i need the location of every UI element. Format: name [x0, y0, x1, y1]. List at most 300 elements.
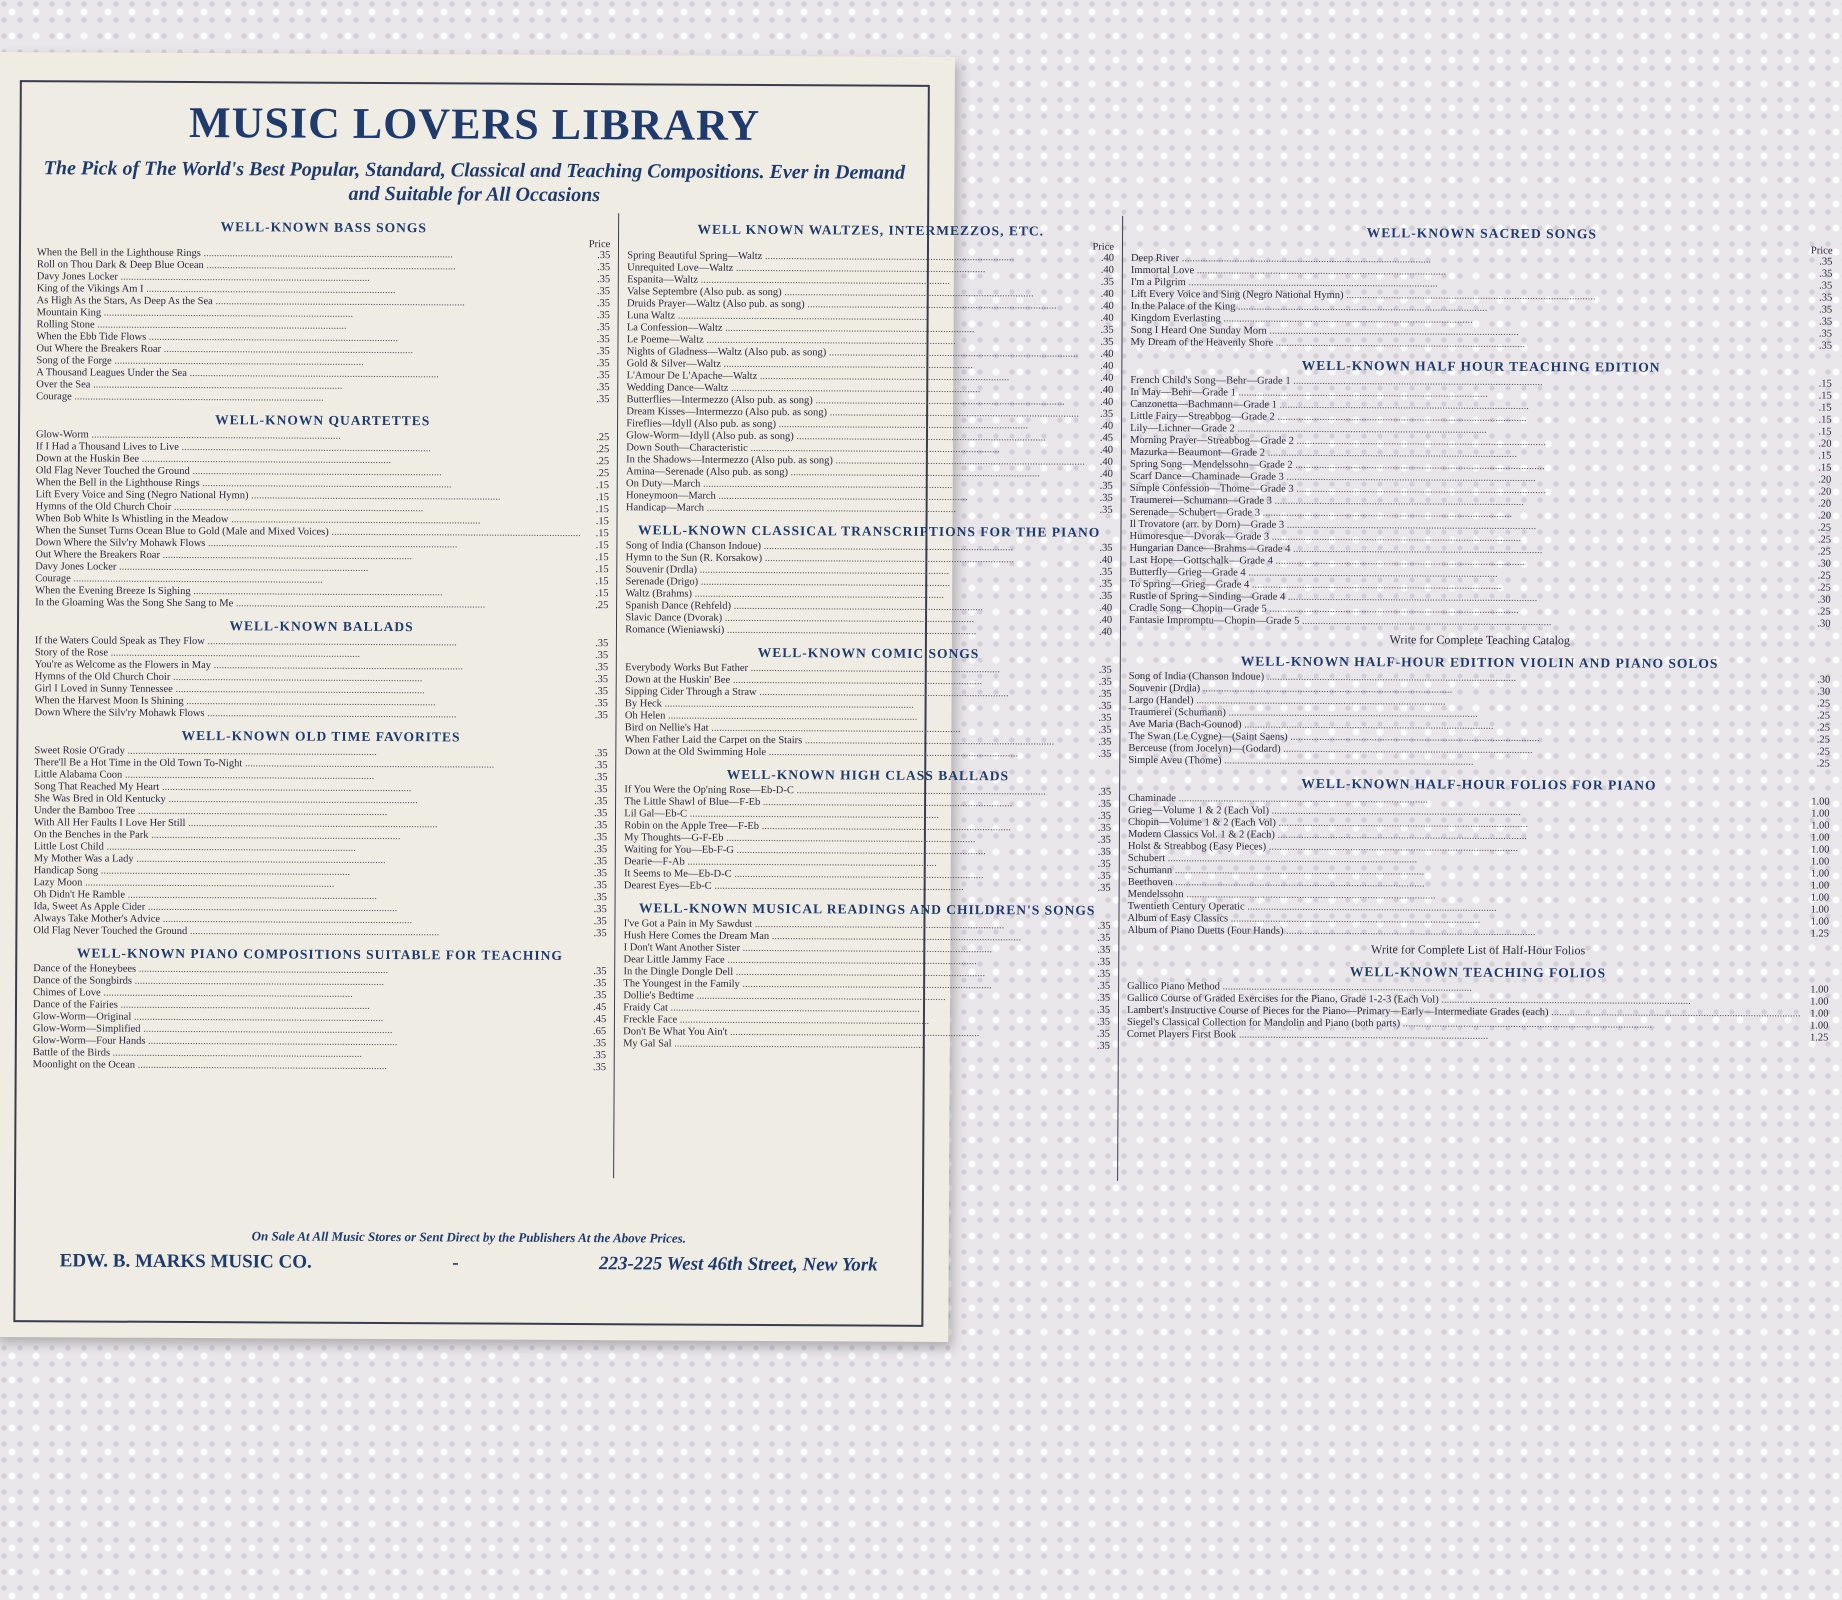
item-price: .15 — [1818, 378, 1832, 390]
item-title: When the Bell in the Lighthouse Rings ..... — [37, 247, 582, 262]
item-title: Courage ..... — [36, 391, 581, 406]
item-price: .35 — [593, 880, 607, 892]
item-title: Butterfly—Grieg—Grade 4 ..... — [1129, 567, 1803, 583]
section-heading: WELL-KNOWN MUSICAL READINGS AND CHILDREN'S SONGS — [638, 900, 1096, 918]
item-price: 1.00 — [1810, 916, 1830, 928]
item-price: 1.00 — [1811, 820, 1830, 832]
item-title: Sweet Rosie O'Grady ..... — [34, 745, 579, 760]
item-price: .35 — [596, 274, 611, 286]
item-price: .15 — [595, 492, 610, 504]
item-title: Hungarian Dance—Brahms—Grade 4 ..... — [1129, 543, 1803, 559]
item-title: Scarf Dance—Chaminade—Grade 3 ..... — [1130, 471, 1804, 487]
item-title: Album of Piano Duetts (Four Hands) ..... — [1127, 925, 1801, 941]
item-title: When the Ebb Tide Flows ..... — [36, 331, 581, 346]
item-title: Mazurka—Beaumont—Grade 2 ..... — [1130, 447, 1804, 463]
item-title: Little Lost Child ..... — [34, 841, 579, 856]
item-price: 1.00 — [1810, 892, 1830, 904]
item-title: Under the Bamboo Tree ..... — [34, 805, 579, 820]
item-title: Gallico Piano Method ..... — [1127, 981, 1801, 997]
item-price: .15 — [595, 552, 609, 564]
item-price: .15 — [1818, 414, 1832, 426]
list-item — [1129, 615, 1831, 631]
section-heading: WELL-KNOWN TEACHING FOLIOS — [1349, 964, 1607, 981]
item-title: Ave Maria (Bach-Gounod) ..... — [1129, 719, 1803, 735]
item-title: Little Alabama Coon ..... — [34, 769, 579, 784]
item-title: By Heck ..... — [625, 698, 1084, 712]
item-title: On the Benches in the Park ..... — [34, 829, 579, 844]
item-title: Out Where the Breakers Roar ..... — [35, 549, 580, 564]
item-title: The Little Shawl of Blue—F-Eb ..... — [624, 796, 1083, 810]
item-price: .35 — [1100, 408, 1114, 420]
item-title: Kingdom Everlasting ..... — [1131, 313, 1805, 329]
item-price: .35 — [1097, 846, 1111, 858]
item-title: Simple Aveu (Thome) ..... — [1128, 755, 1802, 771]
item-title: Honeymoon—March ..... — [626, 490, 1085, 504]
item-title: The Swan (Le Cygne)—(Saint Saens) ..... — [1128, 731, 1802, 747]
item-title: Dollie's Bedtime ..... — [623, 990, 1082, 1004]
item-title: Down Where the Silv'ry Mohawk Flows ..... — [35, 537, 580, 552]
item-title: Dear Little Jammy Face ..... — [624, 954, 1083, 968]
item-price: .35 — [1099, 542, 1113, 554]
list-item — [1128, 755, 1830, 771]
item-title: Robin on the Apple Tree—F-Eb ..... — [624, 820, 1083, 834]
item-title: I've Got a Pain in My Sawdust ..... — [624, 918, 1083, 932]
item-price: .35 — [1099, 578, 1113, 590]
item-price: .40 — [1100, 312, 1114, 324]
item-price: .25 — [1817, 546, 1831, 558]
item-price: .40 — [1100, 252, 1115, 264]
item-price: .35 — [596, 322, 610, 334]
section-heading: WELL-KNOWN HALF HOUR TEACHING EDITION — [1301, 357, 1661, 375]
item-price: 1.00 — [1810, 984, 1829, 996]
item-price: .40 — [1100, 396, 1114, 408]
item-price: .25 — [596, 432, 610, 444]
item-price: .35 — [1097, 798, 1112, 810]
item-price: .35 — [1100, 276, 1114, 288]
item-title: Butterflies—Intermezzo (Also pub. as song) ..... — [626, 394, 1085, 408]
item-title: When Father Laid the Carpet on the Stairs ..... — [625, 734, 1084, 748]
item-price: .35 — [597, 262, 611, 274]
section-note: Write for Complete Teaching Catalog — [1389, 632, 1570, 648]
item-title: Glow-Worm—Four Hands ..... — [33, 1035, 578, 1050]
section-heading: WELL-KNOWN OLD TIME FAVORITES — [181, 727, 461, 745]
item-price: 1.00 — [1810, 1008, 1829, 1020]
item-title: Dance of the Honeybees ..... — [33, 963, 578, 978]
item-price: .35 — [1098, 724, 1112, 736]
item-title: Dance of the Fairies ..... — [33, 999, 578, 1014]
item-price: .35 — [1097, 980, 1111, 992]
item-price: .15 — [1818, 390, 1832, 402]
item-title: Siegel's Classical Collection for Mandolin and Piano (both parts) ..... — [1127, 1017, 1801, 1033]
item-price: .30 — [1817, 686, 1831, 698]
item-price: .35 — [1818, 340, 1833, 352]
item-price: .40 — [1099, 444, 1114, 456]
item-title: Dance of the Songbirds ..... — [33, 975, 578, 990]
item-title: Schubert ..... — [1128, 853, 1802, 869]
item-price: .40 — [1099, 420, 1114, 432]
item-title: Souvenir (Drdla) ..... — [1129, 683, 1803, 699]
catalog-column — [24, 210, 619, 1178]
page-border — [13, 80, 1833, 1327]
item-title: If the Waters Could Speak as They Flow ..... — [35, 635, 580, 650]
item-title: Sipping Cider Through a Straw ..... — [625, 686, 1084, 700]
item-title: Glow-Worm—Idyll (Also pub. as song) ..... — [626, 430, 1085, 444]
item-title: In May—Behr—Grade 1 ..... — [1130, 387, 1804, 403]
item-price: .35 — [1097, 870, 1111, 882]
item-price: .35 — [1097, 968, 1111, 980]
item-price: .35 — [594, 698, 608, 710]
separator: - — [452, 1252, 459, 1274]
item-title: My Gal Sal ..... — [623, 1038, 1082, 1052]
item-price: .35 — [1819, 292, 1833, 304]
item-title: Luna Waltz ..... — [627, 310, 1086, 324]
price-column-label: Price — [588, 239, 611, 251]
price-column-label: Price — [1092, 241, 1115, 253]
item-price: .35 — [595, 638, 609, 650]
item-price: .35 — [1099, 504, 1113, 516]
list-item — [624, 880, 1111, 895]
item-title: Twentieth Century Operatic ..... — [1128, 901, 1802, 917]
item-title: Hymns of the Old Church Choir ..... — [35, 671, 580, 686]
item-title: Dream Kisses—Intermezzo (Also pub. as song) ..... — [626, 406, 1085, 420]
item-title: With All Her Faults I Love Her Still ..... — [34, 817, 579, 832]
item-price: 1.25 — [1810, 928, 1829, 940]
item-title: Rustle of Spring—Sinding—Grade 4 ..... — [1129, 591, 1803, 607]
item-title: Schumann ..... — [1128, 865, 1802, 881]
item-title: Courage ..... — [35, 573, 580, 588]
item-price: .20 — [1818, 438, 1832, 450]
item-title: When the Evening Breeze Is Sighing ..... — [35, 585, 580, 600]
item-title: Morning Prayer—Streabbog—Grade 2 ..... — [1130, 435, 1804, 451]
item-price: 1.00 — [1810, 904, 1830, 916]
item-title: In the Palace of the King ..... — [1131, 301, 1805, 317]
item-price: .35 — [1098, 676, 1112, 688]
item-title: Down South—Characteristic ..... — [626, 442, 1085, 456]
item-title: Le Poeme—Waltz ..... — [627, 334, 1086, 348]
item-price: .35 — [1096, 992, 1111, 1004]
item-price: 1.00 — [1810, 880, 1830, 892]
item-price: .35 — [593, 978, 607, 990]
item-title: Oh Helen ..... — [625, 710, 1084, 724]
item-price: .35 — [594, 772, 608, 784]
item-title: The Youngest in the Family ..... — [623, 978, 1082, 992]
item-title: Cradle Song—Chopin—Grade 5 ..... — [1129, 603, 1803, 619]
item-price: 1.25 — [1809, 1032, 1829, 1044]
item-price: .35 — [594, 784, 608, 796]
item-title: Nights of Gladness—Waltz (Also pub. as song) ..... — [627, 346, 1086, 360]
item-price: .35 — [596, 346, 610, 358]
item-price: .65 — [593, 1026, 607, 1038]
item-price: .35 — [1098, 712, 1112, 724]
item-title: Simple Confession—Thome—Grade 3 ..... — [1130, 483, 1804, 499]
item-title: Glow-Worm—Original ..... — [33, 1011, 578, 1026]
publisher-name: EDW. B. MARKS MUSIC CO. — [59, 1250, 312, 1273]
item-price: .35 — [1098, 736, 1112, 748]
item-price: .35 — [594, 710, 608, 722]
item-price: .35 — [1099, 590, 1113, 602]
item-price: .35 — [594, 832, 608, 844]
item-price: .35 — [593, 966, 607, 978]
item-title: Druids Prayer—Waltz (Also pub. as song) ..... — [627, 298, 1086, 312]
item-title: Glow-Worm—Simplified ..... — [33, 1023, 578, 1038]
item-title: Handicap—March ..... — [626, 502, 1085, 516]
item-title: As High As the Stars, As Deep As the Sea ..... — [37, 295, 582, 310]
item-title: L'Amour De L'Apache—Waltz ..... — [627, 370, 1086, 384]
item-title: Story of the Rose ..... — [35, 647, 580, 662]
item-price: .35 — [1096, 1004, 1111, 1016]
section-heading: WELL-KNOWN HALF-HOUR FOLIOS FOR PIANO — [1301, 775, 1657, 793]
item-price: .30 — [1817, 618, 1831, 630]
item-title: Girl I Loved in Sunny Tennessee ..... — [35, 683, 580, 698]
page-title: MUSIC LOVERS LIBRARY — [189, 97, 761, 150]
item-price: .35 — [593, 856, 608, 868]
item-price: .25 — [1817, 606, 1831, 618]
item-price: .35 — [1098, 688, 1112, 700]
item-title: Amina—Serenade (Also pub. as song) ..... — [626, 466, 1085, 480]
item-title: Souvenir (Drdla) ..... — [626, 564, 1085, 578]
item-price: .25 — [596, 456, 610, 468]
section-heading: WELL-KNOWN HIGH CLASS BALLADS — [726, 766, 1010, 784]
item-price: .35 — [593, 892, 607, 904]
item-price: .25 — [1817, 522, 1832, 534]
item-price: .25 — [1816, 722, 1831, 734]
item-title: Over the Sea ..... — [36, 379, 581, 394]
item-price: .40 — [1100, 264, 1114, 276]
item-title: Humoresque—Dvorak—Grade 3 ..... — [1129, 531, 1803, 547]
item-title: There'll Be a Hot Time in the Old Town To-Night ..... — [34, 757, 579, 772]
item-price: .35 — [1097, 944, 1111, 956]
item-price: 1.00 — [1810, 1020, 1829, 1032]
item-price: .35 — [1098, 664, 1112, 676]
item-title: Lift Every Voice and Sing (Negro National Hymn) ..... — [36, 489, 581, 504]
item-title: You're as Welcome as the Flowers in May ..... — [35, 659, 580, 674]
catalog-columns — [24, 210, 1833, 1180]
item-price: .15 — [1818, 402, 1832, 414]
item-title: Song That Reached My Heart ..... — [34, 781, 579, 796]
item-price: .35 — [1819, 268, 1833, 280]
item-title: King of the Vikings Am I ..... — [37, 283, 582, 298]
list-item — [623, 1038, 1110, 1053]
item-price: .35 — [1097, 920, 1111, 932]
item-title: Mendelssohn ..... — [1128, 889, 1802, 905]
item-price: .20 — [1817, 510, 1832, 522]
item-title: Romance (Wieniawski) ..... — [625, 624, 1084, 638]
item-price: .40 — [1100, 348, 1114, 360]
item-title: Hymns of the Old Church Choir ..... — [36, 501, 581, 516]
item-title: Davy Jones Locker ..... — [37, 271, 582, 286]
item-price: .25 — [1817, 534, 1832, 546]
item-price: .25 — [1816, 734, 1830, 746]
item-price: .35 — [1097, 882, 1111, 894]
item-title: Waltz (Brahms) ..... — [625, 588, 1084, 602]
catalog-column — [614, 213, 1123, 1181]
item-title: She Was Bred in Old Kentucky ..... — [34, 793, 579, 808]
item-price: 1.00 — [1811, 796, 1830, 808]
item-title: In the Shadows—Intermezzo (Also pub. as song) ..... — [626, 454, 1085, 468]
item-price: .15 — [595, 504, 609, 516]
item-price: .35 — [1099, 480, 1113, 492]
item-price: 1.00 — [1811, 832, 1830, 844]
item-price: .35 — [593, 928, 607, 940]
item-price: .35 — [1100, 324, 1114, 336]
item-price: .40 — [1098, 614, 1113, 626]
item-price: .35 — [1096, 1028, 1110, 1040]
item-title: Everybody Works But Father ..... — [625, 662, 1084, 676]
item-price: .25 — [1816, 710, 1831, 722]
item-price: .20 — [1818, 474, 1832, 486]
item-title: Serenade—Schubert—Grade 3 ..... — [1130, 507, 1804, 523]
item-price: .35 — [1097, 858, 1111, 870]
item-title: Bird on Nellie's Hat ..... — [625, 722, 1084, 736]
item-title: Mountain King ..... — [37, 307, 582, 322]
item-title: It Seems to Me—Eb-D-C ..... — [624, 868, 1083, 882]
item-title: Chopin—Volume 1 & 2 (Each Vol) ..... — [1128, 817, 1802, 833]
item-title: When the Sunset Turns Ocean Blue to Gold (Male and Mixed Voices) ..... — [35, 525, 580, 540]
item-price: .25 — [1817, 582, 1831, 594]
item-title: Moonlight on the Ocean ..... — [33, 1059, 578, 1074]
item-title: Song I Heard One Sunday Morn ..... — [1131, 325, 1805, 341]
list-item — [1131, 337, 1833, 353]
item-title: Beethoven ..... — [1128, 877, 1802, 893]
item-price: .25 — [1817, 570, 1831, 582]
item-price: .25 — [595, 600, 609, 612]
page-subtitle: The Pick of The World's Best Popular, Standard, Classical and Teaching Compositions. Ever in Demand and Suitable for All Occasions — [43, 157, 906, 207]
item-title: Serenade (Drigo) ..... — [625, 576, 1084, 590]
item-title: Largo (Handel) ..... — [1129, 695, 1803, 711]
item-title: A Thousand Leagues Under the Sea ..... — [36, 367, 581, 382]
item-price: 1.00 — [1810, 844, 1830, 856]
item-price: .40 — [1100, 300, 1114, 312]
item-title: Canzonetta—Bachmann—Grade 1 ..... — [1130, 399, 1804, 415]
item-title: French Child's Song—Behr—Grade 1 ..... — [1130, 375, 1804, 391]
item-title: Traumerei—Schumann—Grade 3 ..... — [1130, 495, 1804, 511]
item-price: .15 — [595, 588, 609, 600]
item-price: .35 — [593, 844, 608, 856]
item-title: Davy Jones Locker ..... — [35, 561, 580, 576]
item-title: In the Dingle Dongle Dell ..... — [623, 966, 1082, 980]
catalog-column — [1118, 216, 1841, 1185]
item-price: .35 — [1097, 810, 1112, 822]
item-title: Il Trovatore (arr. by Dorn)—Grade 3 ..... — [1130, 519, 1804, 535]
item-title: Dearest Eyes—Eb-C ..... — [624, 880, 1083, 894]
item-title: Traumerei (Schumann) ..... — [1129, 707, 1803, 723]
section-heading: WELL-KNOWN SACRED SONGS — [1366, 225, 1597, 242]
price-column-label: Price — [1810, 245, 1833, 257]
item-title: Glow-Worm ..... — [36, 429, 581, 444]
item-title: To Spring—Grieg—Grade 4 ..... — [1129, 579, 1803, 595]
item-price: .25 — [595, 468, 610, 480]
item-price: .35 — [594, 748, 608, 760]
item-price: 1.00 — [1810, 868, 1830, 880]
item-price: .15 — [1818, 426, 1832, 438]
list-item — [33, 1059, 606, 1074]
item-price: .35 — [596, 358, 610, 370]
item-title: Waiting for You—Eb-F-G ..... — [624, 844, 1083, 858]
section-heading: WELL-KNOWN QUARTETTES — [215, 412, 431, 429]
item-price: .30 — [1817, 674, 1831, 686]
item-price: .45 — [1099, 432, 1114, 444]
list-item — [35, 707, 608, 722]
item-title: Don't Be What You Ain't ..... — [623, 1026, 1082, 1040]
item-price: .35 — [593, 904, 607, 916]
item-title: Hymn to the Sun (R. Korsakow) ..... — [626, 552, 1085, 566]
item-title: Album of Easy Classics ..... — [1127, 913, 1801, 929]
item-title: Old Flag Never Touched the Ground ..... — [33, 925, 578, 940]
item-price: .35 — [596, 394, 610, 406]
item-price: .35 — [1819, 256, 1833, 268]
publisher-line — [60, 1250, 878, 1276]
section-heading: WELL-KNOWN HALF-HOUR EDITION VIOLIN AND PIANO SOLOS — [1240, 653, 1719, 672]
item-price: .15 — [595, 480, 610, 492]
item-title: Old Flag Never Touched the Ground ..... — [36, 465, 581, 480]
item-price: .35 — [1818, 316, 1833, 328]
item-title: La Confession—Waltz ..... — [627, 322, 1086, 336]
item-title: Dearie—F-Ab ..... — [624, 856, 1083, 870]
item-price: .35 — [1098, 700, 1112, 712]
item-title: Song of the Forge ..... — [36, 355, 581, 370]
item-title: Spanish Dance (Rehfeld) ..... — [625, 600, 1084, 614]
list-item — [1127, 925, 1829, 941]
item-price: .40 — [1100, 372, 1114, 384]
item-price: .35 — [1096, 1016, 1111, 1028]
item-title: Rolling Stone ..... — [37, 319, 582, 334]
item-price: .35 — [592, 1038, 607, 1050]
item-title: Gold & Silver—Waltz ..... — [627, 358, 1086, 372]
item-title: Roll on Thou Dark & Deep Blue Ocean ..... — [37, 259, 582, 274]
list-item — [35, 597, 608, 612]
item-price: .30 — [1817, 558, 1831, 570]
item-title: Last Hope—Gottschalk—Grade 4 ..... — [1129, 555, 1803, 571]
item-price: .30 — [1817, 594, 1831, 606]
item-price: .40 — [1099, 554, 1113, 566]
catalog-page — [0, 52, 1833, 1342]
item-price: .35 — [593, 868, 608, 880]
item-price: .15 — [595, 516, 609, 528]
item-title: My Mother Was a Lady ..... — [34, 853, 579, 868]
item-title: Lil Gal—Eb-C ..... — [624, 808, 1083, 822]
item-title: Chimes of Love ..... — [33, 987, 578, 1002]
item-price: .35 — [1819, 280, 1833, 292]
item-price: .40 — [1100, 384, 1114, 396]
item-title: Fraidy Cat ..... — [623, 1002, 1082, 1016]
item-price: .35 — [594, 674, 609, 686]
item-title: Lift Every Voice and Sing (Negro National Hymn) ..... — [1131, 289, 1805, 305]
item-title: My Dream of the Heavenly Shore ..... — [1131, 337, 1805, 353]
item-title: Little Fairy—Streabbog—Grade 2 ..... — [1130, 411, 1804, 427]
item-price: .35 — [1096, 1040, 1110, 1052]
item-price: 1.00 — [1810, 996, 1829, 1008]
item-title: Espanita—Waltz ..... — [627, 274, 1086, 288]
item-price: .35 — [1099, 566, 1113, 578]
item-title: When Bob White Is Whistling in the Meadow ..... — [36, 513, 581, 528]
item-price: .20 — [1818, 486, 1832, 498]
item-price: .40 — [1098, 626, 1113, 638]
item-title: Ida, Sweet As Apple Cider ..... — [33, 901, 578, 916]
item-title: If I Had a Thousand Lives to Live ..... — [36, 441, 581, 456]
sale-notice: On Sale At All Music Stores or Sent Direct by the Publishers At the Above Prices. — [251, 1228, 686, 1246]
item-title: Song of India (Chanson Indoue) ..... — [1129, 671, 1803, 687]
item-title: Modern Classics Vol. 1 & 2 (Each) ..... — [1128, 829, 1802, 845]
item-title: Song of India (Chanson Indoue) ..... — [626, 540, 1085, 554]
item-price: .35 — [594, 760, 608, 772]
item-title: Gallico Course of Graded Exercises for the Piano, Grade 1-2-3 (Each Vol) ..... — [1127, 993, 1801, 1009]
item-title: Deep River ..... — [1131, 253, 1805, 269]
item-title: Valse Septembre (Also pub. as song) ..... — [627, 286, 1086, 300]
item-price: .40 — [1099, 456, 1113, 468]
item-price: .35 — [594, 820, 608, 832]
item-price: .25 — [1816, 698, 1831, 710]
item-price: .35 — [1098, 786, 1112, 798]
